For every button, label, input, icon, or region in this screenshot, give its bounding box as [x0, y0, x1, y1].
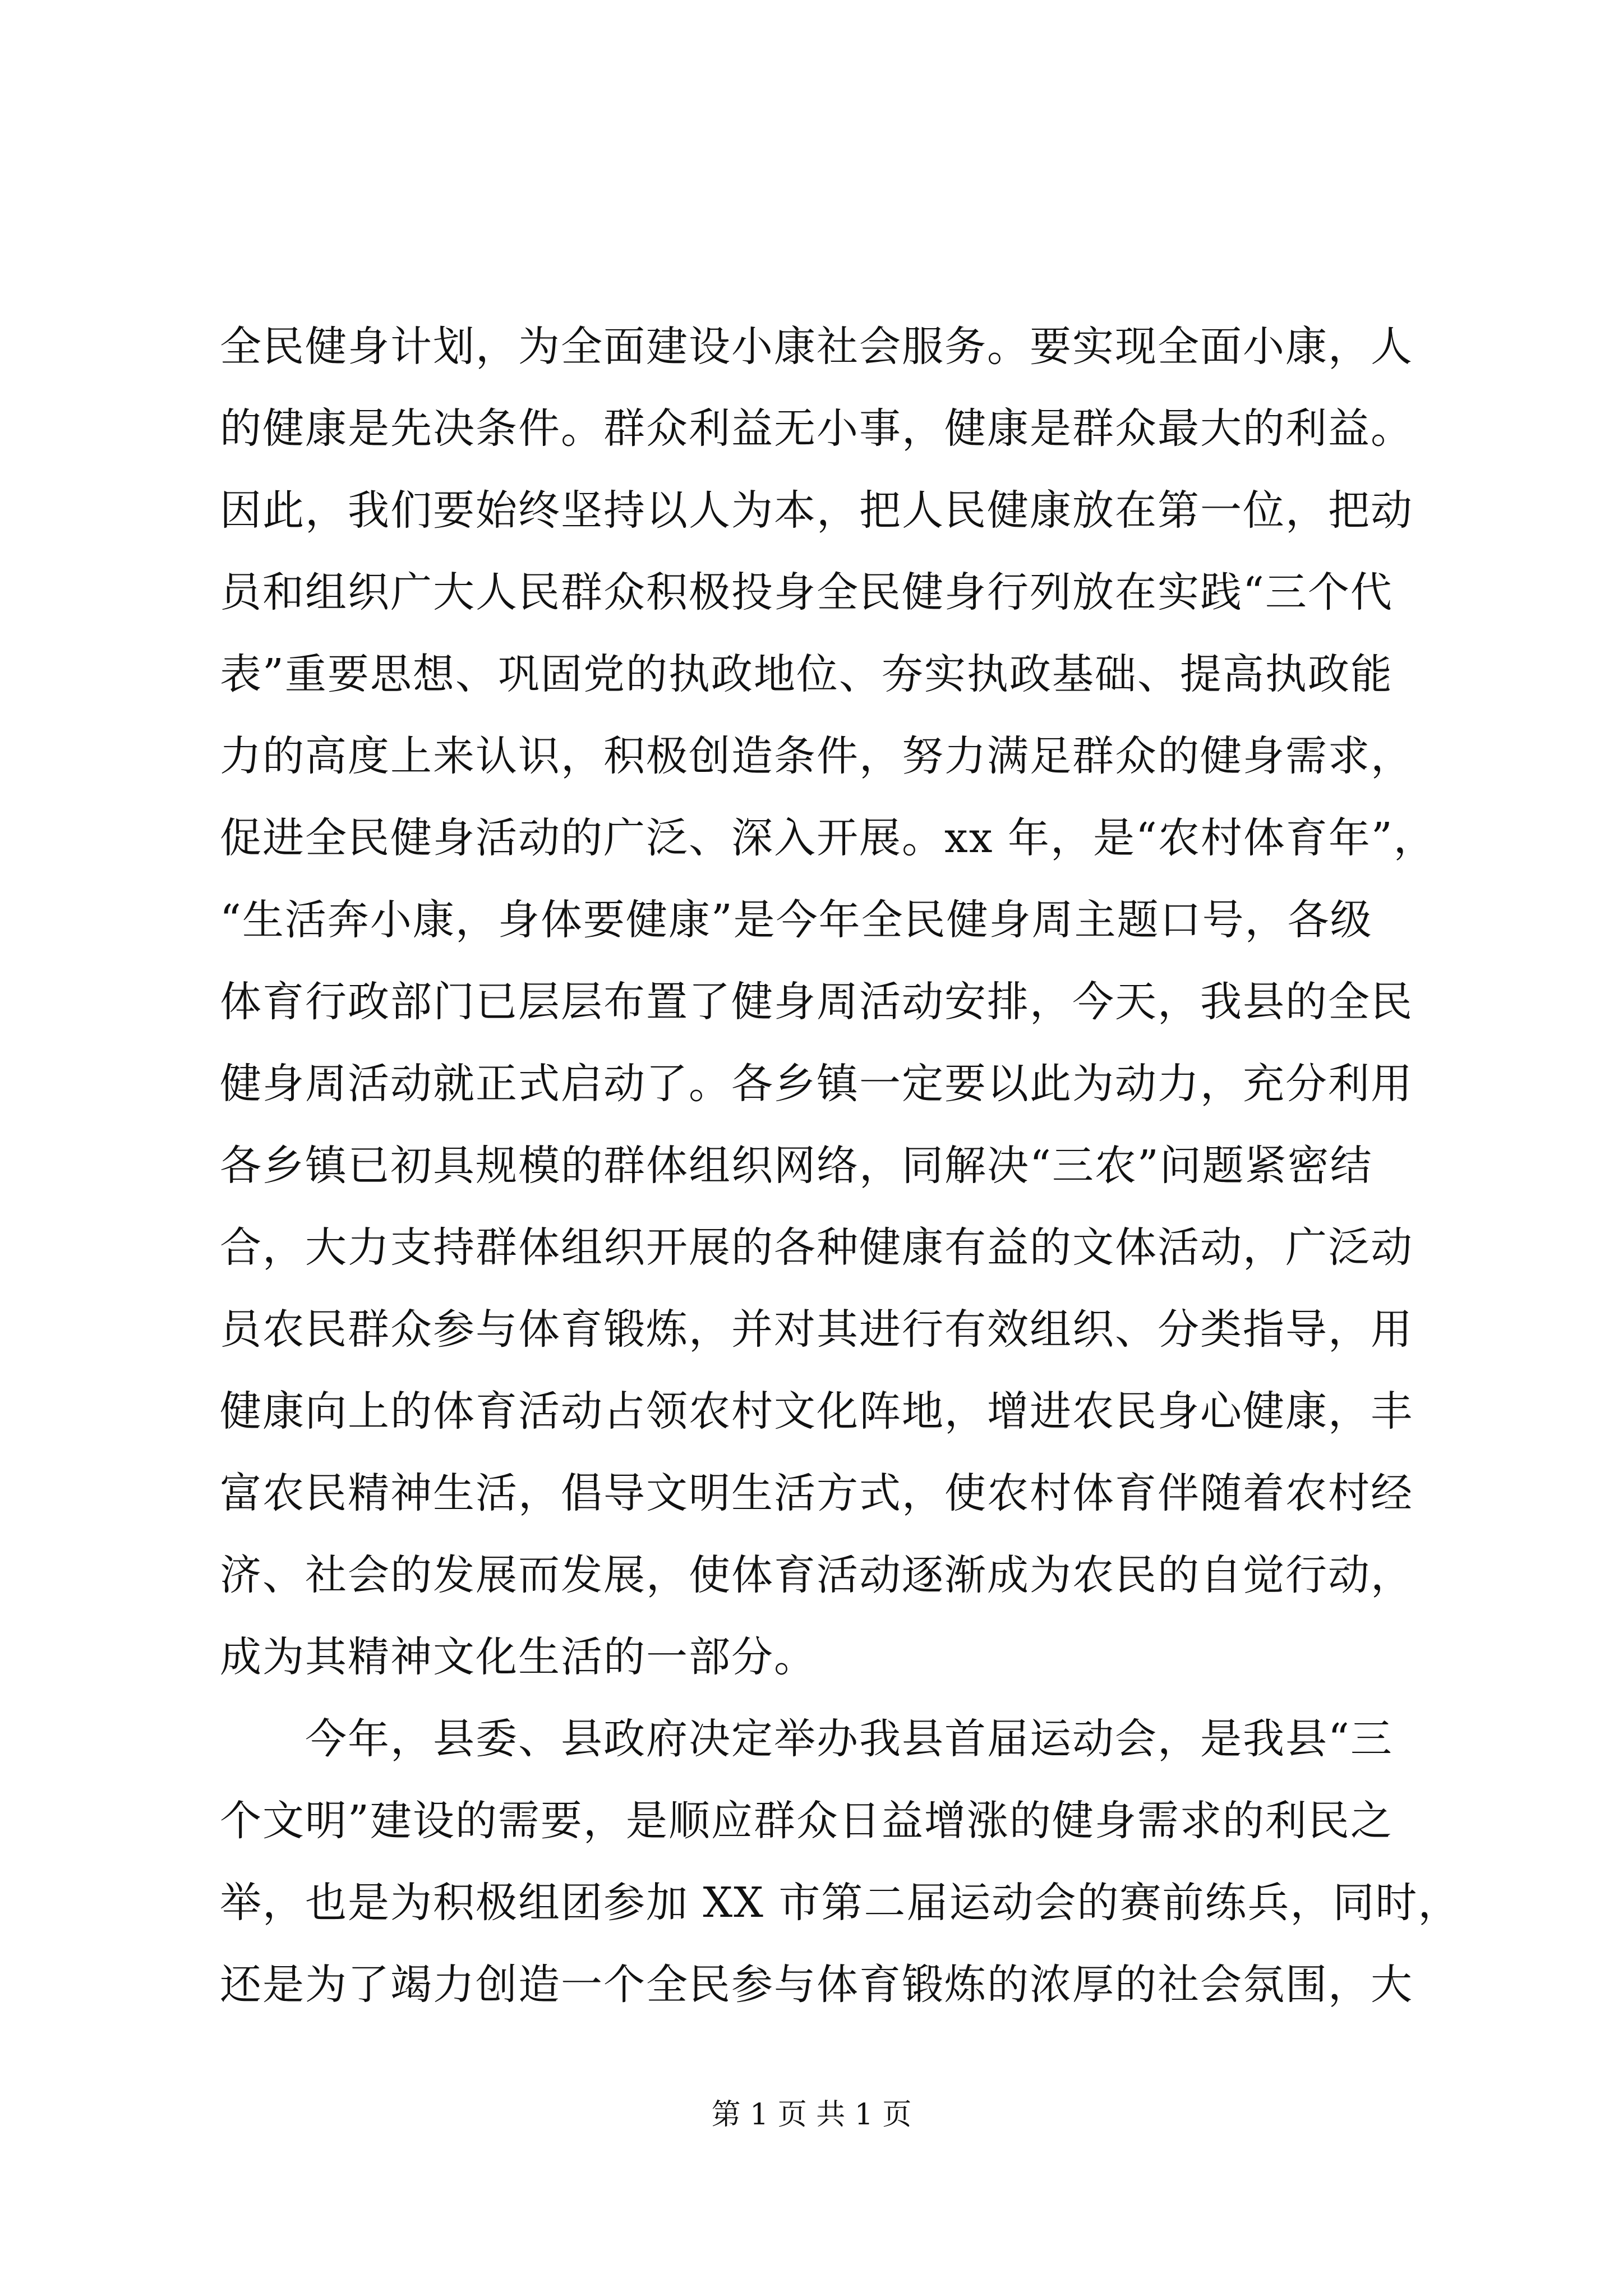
body-text [220, 306, 1461, 2026]
text-line-11: 各乡镇已初具规模的群体组织网络，同解决“三农”问题紧密结 [220, 1142, 1373, 1190]
text-line-17: 成为其精神文化生活的一部分。 [220, 1633, 817, 1681]
text-line-1: 全民健身计划，为全面建设小康社会服务。要实现全面小康，人 [220, 323, 1413, 371]
text-line-16: 济、社会的发展而发展，使体育活动逐渐成为农民的自觉行动， [220, 1551, 1413, 1599]
text-line-3: 因此，我们要始终坚持以人为本，把人民健康放在第一位，把动 [220, 486, 1413, 535]
text-line-5: 表”重要思想、巩固党的执政地位、夯实执政基础、提高执政能 [220, 650, 1393, 698]
text-line-14: 健康向上的体育活动占领农村文化阵地，增进农民身心健康，丰 [220, 1387, 1413, 1435]
text-line-15: 富农民精神生活，倡导文明生活方式，使农村体育伴随着农村经 [220, 1469, 1413, 1517]
text-line-4: 员和组织广大人民群众积极投身全民健身行列放在实践“三个代 [220, 568, 1393, 616]
text-line-7: 促进全民健身活动的广泛、深入开展。xx 年，是“农村体育年”， [220, 814, 1436, 862]
text-line-10: 健身周活动就正式启动了。各乡镇一定要以此为动力，充分利用 [220, 1060, 1413, 1108]
text-line-18: 今年，县委、县政府决定举办我县首届运动会，是我县“三 [220, 1715, 1393, 1763]
text-line-20: 举，也是为积极组团参加 XX 市第二届运动会的赛前练兵，同时， [220, 1879, 1461, 1927]
text-line-2: 的健康是先决条件。群众利益无小事，健康是群众最大的利益。 [220, 404, 1413, 453]
page-number-label: 第 1 页 共 1 页 [711, 2098, 912, 2132]
text-line-21: 还是为了竭力创造一个全民参与体育锻炼的浓厚的社会氛围，大 [220, 1961, 1413, 2009]
text-line-9: 体育行政部门已层层布置了健身周活动安排，今天，我县的全民 [220, 978, 1413, 1026]
text-line-19: 个文明”建设的需要，是顺应群众日益增涨的健身需求的利民之 [220, 1797, 1393, 1845]
text-line-12: 合，大力支持群体组织开展的各种健康有益的文体活动，广泛动 [220, 1223, 1413, 1272]
text-line-6: 力的高度上来认识，积极创造条件，努力满足群众的健身需求， [220, 732, 1413, 780]
text-line-8: “生活奔小康，身体要健康”是今年全民健身周主题口号，各级 [220, 896, 1373, 944]
page-footer [0, 2095, 1623, 2134]
text-line-13: 员农民群众参与体育锻炼，并对其进行有效组织、分类指导，用 [220, 1305, 1413, 1354]
